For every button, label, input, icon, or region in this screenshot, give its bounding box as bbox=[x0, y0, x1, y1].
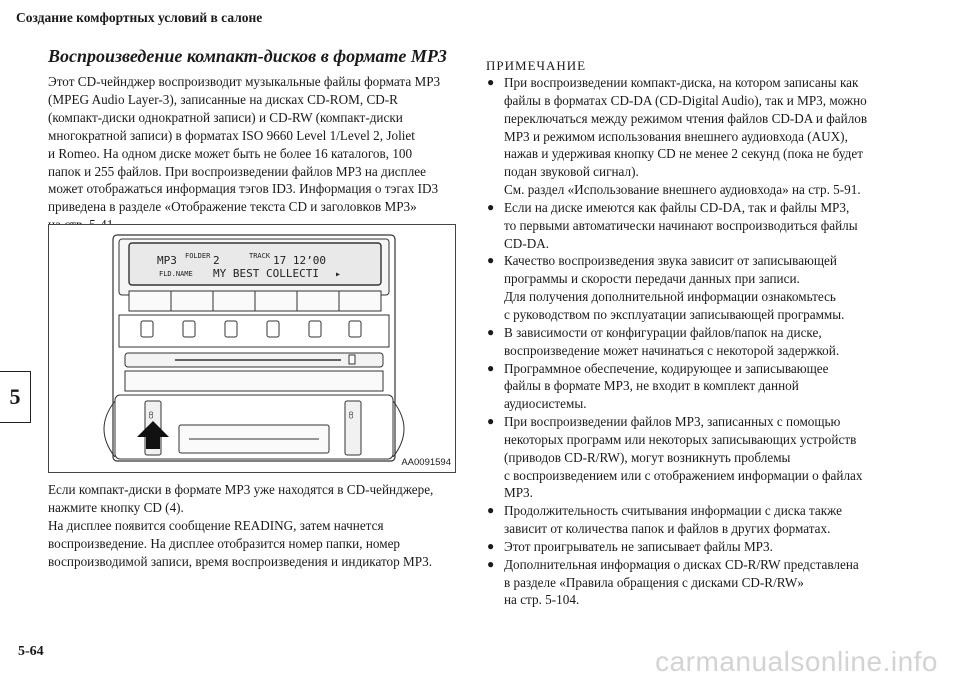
text-line: Если на диске имеются как файлы CD-DA, так и файлы MP3, bbox=[504, 199, 850, 215]
intro-paragraph bbox=[48, 73, 470, 234]
display-name-label: FLD.NAME bbox=[159, 270, 193, 278]
text-line: (MPEG Audio Layer-3), записанные на дисках CD-ROM, CD-R bbox=[48, 91, 398, 107]
display-folder-label: FOLDER bbox=[185, 252, 211, 260]
text-line: CD-DA. bbox=[504, 235, 550, 251]
section-tab bbox=[0, 371, 31, 423]
text-line: воспроизведение может начинаться с некоторой задержкой. bbox=[504, 342, 840, 358]
text-line: На дисплее появится сообщение READING, затем начнется bbox=[48, 517, 384, 533]
page-header: Создание комфортных условий в салоне bbox=[16, 10, 263, 25]
text-line: некоторых программ или некоторых записывающих устройств bbox=[504, 431, 857, 447]
bullet-icon: ● bbox=[487, 199, 495, 214]
text-line: приведена в разделе «Отображение текста CD и заголовков MP3» bbox=[48, 199, 417, 215]
display-name-value: MY BEST COLLECTI bbox=[213, 267, 319, 280]
bullet-icon: ● bbox=[487, 538, 495, 553]
bullet-icon: ● bbox=[487, 556, 495, 571]
text-line: Продолжительность считывания информации с диска также bbox=[504, 503, 842, 519]
text-line: Этот CD-чейнджер воспроизводит музыкальные файлы формата MP3 bbox=[48, 74, 441, 89]
preset-buttons bbox=[129, 291, 381, 311]
text-line: При воспроизведении файлов MP3, записанных с помощью bbox=[504, 414, 841, 430]
bullet-icon: ● bbox=[487, 75, 495, 89]
text-line: зависит от количества папок и файлов в других форматах. bbox=[504, 521, 831, 537]
note-item bbox=[486, 538, 916, 556]
display-folder-value: 2 bbox=[213, 254, 220, 267]
text-line: переключаться между режимом чтения файлов CD-DA и файлов bbox=[504, 110, 868, 126]
note-item bbox=[486, 502, 916, 538]
bullet-icon: ● bbox=[487, 360, 495, 375]
text-line: MP3 и режимом использования внешнего аудиовхода (AUX), bbox=[504, 128, 848, 144]
text-line: и Romeo. На одном диске может быть не более 16 каталогов, 100 bbox=[48, 145, 413, 161]
text-line: файлы в форматах CD-DA (CD-Digital Audio), так и MP3, можно bbox=[504, 92, 867, 108]
note-item bbox=[486, 199, 916, 253]
cd-changer-illustration bbox=[49, 225, 455, 472]
note-heading: ПРИМЕЧАНИЕ bbox=[486, 58, 587, 73]
bullet-icon: ● bbox=[487, 414, 495, 429]
text-line: Этот проигрыватель не записывает файлы MP3. bbox=[504, 538, 773, 554]
bullet-icon: ● bbox=[487, 324, 495, 339]
text-line: воспроизведение. На дисплее отобразится номер папки, номер bbox=[48, 535, 401, 551]
after-paragraph bbox=[48, 481, 470, 571]
note-item bbox=[486, 74, 916, 199]
note-item bbox=[486, 556, 916, 610]
text-line: воспроизводимой записи, время воспроизведения и индикатор MP3. bbox=[48, 553, 432, 569]
note-item bbox=[486, 252, 916, 323]
text-line: то первыми автоматически начинают воспроизводиться файлы bbox=[504, 217, 858, 233]
text-line: аудиосистемы. bbox=[504, 396, 587, 412]
display-track-label: TRACK bbox=[249, 252, 271, 260]
text-line: в разделе «Правила обращения с дисками CD-R/RW» bbox=[504, 574, 804, 590]
display-mode: MP3 bbox=[157, 254, 177, 267]
cd-button-label-2: CD bbox=[349, 411, 355, 419]
text-line: может отображаться информация тэгов ID3. Информация о тэгах ID3 bbox=[48, 181, 439, 197]
display-arrow: ▸ bbox=[335, 269, 342, 280]
section-title: Воспроизведение компакт-дисков в формате MP3 bbox=[48, 46, 447, 66]
notes-list bbox=[486, 74, 916, 609]
page-number: 5-64 bbox=[18, 644, 44, 659]
display-time: 17 12’00 bbox=[273, 254, 326, 267]
note-item bbox=[486, 324, 916, 360]
bullet-icon: ● bbox=[487, 503, 495, 518]
text-line: многократной записи) в форматах ISO 9660 Level 1/Level 2, Joliet bbox=[48, 127, 415, 143]
text-line: файлы в формате MP3, не входит в комплект данной bbox=[504, 378, 799, 394]
text-line: См. раздел «Использование внешнего аудиовхода» на стр. 5-91. bbox=[504, 182, 861, 198]
text-line: Для получения дополнительной информации ознакомьтесь bbox=[504, 289, 836, 305]
text-line: Программное обеспечение, кодирующее и записывающее bbox=[504, 360, 829, 376]
text-line: (компакт-диски однократной записи) и CD-RW (компакт-диски bbox=[48, 109, 403, 125]
cd-button-label-1: CD bbox=[149, 411, 155, 419]
text-line: Дополнительная информация о дисках CD-R/RW представлена bbox=[504, 556, 859, 572]
text-line: Если компакт-диски в формате MP3 уже находятся в CD-чейнджере, bbox=[48, 482, 434, 497]
text-line: В зависимости от конфигурации файлов/папок на диске, bbox=[504, 324, 822, 340]
text-line: на стр. 5-104. bbox=[504, 592, 580, 608]
text-line: Качество воспроизведения звука зависит от записывающей bbox=[504, 253, 837, 269]
watermark: carmanualsonline.info bbox=[655, 646, 938, 677]
note-item bbox=[486, 413, 916, 502]
text-line: подан звуковой сигнал). bbox=[504, 164, 639, 180]
text-line: При воспроизведении компакт-диска, на котором записаны как bbox=[504, 75, 859, 90]
note-item bbox=[486, 360, 916, 414]
text-line: папок и 255 файлов. При воспроизведении файлов MP3 на дисплее bbox=[48, 163, 427, 179]
text-line: с руководством по эксплуатации записывающей программы. bbox=[504, 306, 845, 322]
cd-changer-figure bbox=[48, 224, 456, 473]
bullet-icon: ● bbox=[487, 253, 495, 268]
text-line: нажав и удерживая кнопку CD не менее 2 секунд (пока не будет bbox=[504, 146, 863, 162]
text-line: программы и скорости передачи данных при записи. bbox=[504, 271, 800, 287]
text-line: с воспроизведением или с отображением информации о файлах bbox=[504, 467, 863, 483]
text-line: нажмите кнопку CD (4). bbox=[48, 499, 184, 515]
section-number: 5 bbox=[9, 384, 21, 409]
text-line: (приводов CD-R/RW), могут возникнуть проблемы bbox=[504, 449, 791, 465]
figure-label: AA0091594 bbox=[401, 457, 451, 468]
text-line: MP3. bbox=[504, 485, 533, 501]
